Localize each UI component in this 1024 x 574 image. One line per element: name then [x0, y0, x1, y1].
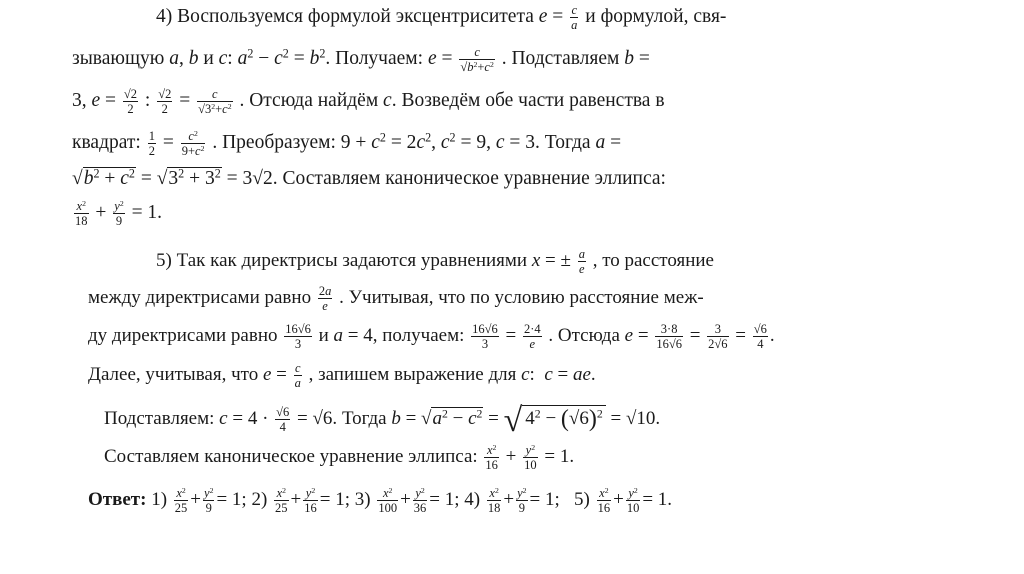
item4-text: Составляем каноническое уравнение эллипса:	[282, 168, 666, 189]
item4-text: . Подставляем	[501, 48, 620, 69]
math-fraction: $\frac{√2}{2}$	[123, 87, 138, 117]
item5-text: Далее, учитывая, что	[88, 364, 259, 385]
math-fraction: $\frac{x^2}{18}$	[75, 198, 88, 229]
item4-text: 4) Воспользуемся формулой эксцентриситета	[156, 6, 534, 27]
item4-line3: 3, e = $\frac{√2}{2}$ : $\frac{√2}{2}$ = $\frac{c}{√3^2+c^2}$ . Отсюда найдём c. Возведём обе части равенства в	[72, 87, 665, 117]
item4-text: Получаем:	[335, 48, 424, 69]
item4-line2: зывающую a, b и c: $a^2 - c^2 = b^2$. Получаем: e = $\frac{c}{√b^2+c^2}$ . Подставляем b =	[72, 45, 650, 75]
math-fraction: $\frac{√6}{4}$	[276, 405, 290, 435]
item4-text: квадрат:	[72, 132, 141, 153]
item5-text: , то расстояние	[592, 250, 714, 271]
answer-fraction: $\frac{y^2}{9}$	[517, 485, 527, 516]
answer-label: Ответ:	[88, 489, 147, 510]
math-fraction: $\frac{3\cdot 8}{16√6}$	[656, 322, 682, 352]
math-fraction: $\frac{y^2}{9}$	[114, 198, 124, 229]
math-fraction: $\frac{x^2}{16}$	[485, 442, 498, 473]
item5-text: ду директрисами равно	[88, 325, 278, 346]
math-fraction: $\frac{16√6}{3}$	[472, 322, 498, 352]
item5-line2	[88, 283, 704, 313]
item5-line6: Составляем каноническое уравнение эллипса: $\frac{x^2}{16}$ + $\frac{y^2}{10}$ = 1.	[104, 442, 575, 473]
math-fraction: $\frac{c}{√3^2+c^2}$	[198, 87, 232, 117]
answer-fraction: $\frac{y^2}{16}$	[304, 485, 317, 516]
answer-fraction: $\frac{y^2}{10}$	[626, 485, 640, 516]
item5-text: , получаем:	[372, 325, 465, 346]
answer-fraction: $\frac{x^2}{18}$	[487, 485, 501, 516]
item5-text: Тогда	[341, 408, 387, 429]
item5-text: Составляем каноническое уравнение эллипса:	[104, 446, 478, 467]
math-fraction: $\frac{c^2}{9+c^2}$	[181, 128, 205, 159]
answer-fraction: $\frac{y^2}{36}$	[413, 485, 427, 516]
math-fraction: $\frac{16√6}{3}$	[285, 322, 311, 352]
item5-text: Подставляем:	[104, 408, 215, 429]
item5-text: 5) Так как директрисы задаются уравнениями	[156, 250, 528, 271]
answer-fraction: $\frac{y^2}{9}$	[204, 485, 214, 516]
math-fraction: $\frac{√6}{4}$	[753, 322, 767, 352]
item4-text: Преобразуем:	[222, 132, 336, 153]
answer-fraction: $\frac{x^2}{25}$	[174, 485, 188, 516]
item5-text: и	[318, 325, 329, 346]
item4-line4: квадрат: $\frac{1}{2}$ = $\frac{c^2}{9+c^2}$ . Преобразуем: $9 + c^2 = 2c^2$, $c^2 = 9$, c = 3. Тогда a =	[72, 128, 622, 159]
math-fraction: $\frac{c}{a}$	[294, 361, 301, 391]
math-fraction: $\frac{y^2}{10}$	[524, 442, 537, 473]
item4-text: и формулой, свя-	[585, 6, 727, 27]
item5-line5: Подставляем: c = 4 · $\frac{√6}{4}$ = √6. Тогда $b = √a^2 - c^2$ = √ $4^2 - (√6)^2 = √10$.	[104, 402, 661, 439]
item4-text: Отсюда найдём	[249, 90, 379, 111]
answer-fraction: $\frac{x^2}{25}$	[275, 485, 288, 516]
item5-line3: ду директрисами равно $\frac{16√6}{3}$ и a = 4, получаем: $\frac{16√6}{3}$ = $\frac{2\cdot 4}{e}$ . Отсюда e = $\frac{3\cdot 8}{16√6}$ = $\frac{3}{2√6}$ = $\frac{√6}{4}$ .	[88, 322, 775, 352]
item5-line4: Далее, учитывая, что e = $\frac{c}{a}$ , запишем выражение для c: c = ae.	[88, 361, 596, 391]
item5-text: . Отсюда	[548, 325, 620, 346]
item4-line6: $\frac{x^2}{18}$ + $\frac{y^2}{9}$ = 1.	[75, 198, 163, 229]
item4-text: . Возведём обе части равенства в	[391, 90, 665, 111]
answer-fraction: $\frac{x^2}{16}$	[597, 485, 611, 516]
math-fraction: $\frac{2\cdot 4}{e}$	[523, 322, 541, 352]
math-fraction: $\frac{1}{2}$	[148, 129, 155, 159]
answer-fraction: $\frac{x^2}{100}$	[378, 485, 398, 516]
math-fraction: $\frac{2a}{e}$	[318, 284, 332, 314]
item5-line1: 5) Так как директрисы задаются уравнениями x = ± $\frac{a}{e}$ , то расстояние	[156, 247, 714, 277]
item4-line1: 4) Воспользуемся формулой эксцентриситета e = $\frac{c}{a}$ и формулой, свя-	[156, 3, 727, 33]
answer-line: Ответ: 1) $\frac{x^2}{25}$ + $\frac{y^2}{9}$ = 1; 2) $\frac{x^2}{25}$ + $\frac{y^2}{16}$ = 1; 3) $\frac{x^2}{100}$ + $\frac{y^2}{36}$ = 1; 4) $\frac{x^2}{18}$ + $\frac{y^2}{9}$ = 1; 5) $\frac{x^2}{16}$ + $\frac{y^2}{10}$ = 1.	[88, 485, 673, 516]
math-fraction: $\frac{a}{e}$	[578, 247, 585, 277]
math-fraction: $\frac{√2}{2}$	[158, 87, 172, 117]
math-fraction: $\frac{3}{2√6}$	[708, 322, 728, 352]
item5-text: , запишем выражение для	[308, 364, 517, 385]
item4-text: Тогда	[544, 132, 591, 153]
item4-line5: $√b^2 + c^2 = √3^2 + 3^2 = 3√2$. Составляем каноническое уравнение эллипса:	[72, 166, 666, 189]
math-fraction: $\frac{c}{√b^2+c^2}$	[460, 45, 494, 75]
math-fraction: $\frac{c}{a}$	[571, 3, 578, 33]
item5-text: между директрисами равно	[88, 287, 312, 308]
item5-text: . Учитывая, что по условию расстояние меж-	[339, 287, 704, 308]
item4-text: зывающую	[72, 48, 165, 69]
